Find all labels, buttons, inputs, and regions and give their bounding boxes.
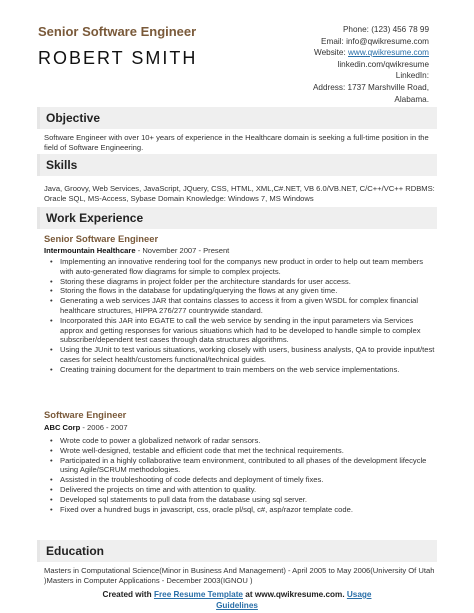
experience-heading-bar <box>37 207 437 229</box>
education-text: Masters in Computational Science(Minor in Business And Management) - April 2005 to May 2006(University Of Utah )Masters in Computer Applications - December 2003(IGNOU ) <box>44 566 435 585</box>
website-link[interactable]: www.qwikresume.com <box>348 48 429 58</box>
website-line <box>219 47 429 59</box>
skills-text: Java, Groovy, Web Services, JavaScript, JQuery, CSS, HTML, XML,C#.NET, VB 6.0/VB.NET, C/C++/VC++ RDBMS: Oracle SQL, MS-Access, Sybase Domain Knowledge: Windows 7, MS Windows <box>44 184 435 203</box>
list-item: • Using the JUnit to test various situations, working closely with users, business analysts, QA to provide input/test cases for select health/customers functional/technical guides. <box>50 345 436 365</box>
job-2-dates: - 2006 - 2007 <box>80 423 128 432</box>
list-item: • Participated in a highly collaborative team environment, contributed to all phases of the development lifecycle using Agile/SCRUM methodologies. <box>50 456 436 476</box>
linkedin-label-line <box>219 70 429 82</box>
page-footer <box>0 590 474 611</box>
email-label: Email: <box>321 36 344 46</box>
list-item: • Wrote well-designed, testable and efficient code that met the technical requirements. <box>50 446 436 456</box>
website-label: Website: <box>314 48 346 58</box>
footer-prefix: Created with <box>102 590 154 599</box>
list-item: • Developed sql statements to pull data from the database using sql server. <box>50 495 436 505</box>
usage-link[interactable]: Usage <box>346 590 372 599</box>
job-2-company: ABC Corp <box>44 423 81 432</box>
objective-text: Software Engineer with over 10+ years of experience in the Healthcare domain is seeking a full-time position in the field of Software Engineering. <box>44 133 429 152</box>
skills-heading-bar <box>37 154 437 176</box>
list-item: • Implementing an innovative rendering tool for the companys new product in order to help out team members with auto-generated flow diagrams for simple to complex projects. <box>50 257 436 277</box>
education-heading-bar <box>37 540 437 562</box>
email-value: info@qwikresume.com <box>346 36 429 46</box>
address-line-2 <box>219 94 429 106</box>
address-label: Address: <box>312 82 346 92</box>
list-item: • Delivered the projects on time and with attention to quality. <box>50 485 436 495</box>
job-1-dates: - November 2007 - Present <box>135 246 230 255</box>
skills-heading: Skills <box>46 158 78 172</box>
job-1-meta <box>44 246 229 255</box>
phone-value: (123) 456 78 99 <box>371 25 429 34</box>
phone-label: Phone: <box>342 25 369 34</box>
list-item: • Creating training document for the department to train members on the web service implementations. <box>50 365 436 375</box>
list-item: • Assisted in the troubleshooting of code defects and deployment of timely fixes. <box>50 475 436 485</box>
free-resume-template-link[interactable]: Free Resume Template <box>153 590 243 599</box>
experience-heading: Work Experience <box>46 211 144 225</box>
linkedin-label: LinkedIn: <box>395 71 429 81</box>
list-item: • Generating a web services JAR that contains classes to access it from a given WSDL for complex financial healthcare structures, HIPPA 276/277 countrywide standard. <box>50 296 436 316</box>
footer-middle: at www.qwikresume.com. <box>243 590 347 599</box>
list-item: • Fixed over a hundred bugs in javascript, css, oracle pl/sql, c#, asp/razor template code. <box>50 505 436 515</box>
job-title: Senior Software Engineer <box>38 24 197 39</box>
address-value: 1737 Marshville Road, <box>347 82 429 92</box>
address-state: Alabama. <box>394 94 429 104</box>
job-1-bullets <box>50 257 436 375</box>
guidelines-link[interactable]: Guidelines <box>216 600 258 610</box>
list-item: • Storing the flows in the database for updating/querying the flows at any given time. <box>50 286 436 296</box>
list-item: • Incorporated this JAR into EGATE to call the web service by sending in the input parameters via Services approx and getting responses for various situations which had to be developed to handle simple to complex subscriber/dependent test cases through data structures algorithms. <box>50 316 436 345</box>
phone-line <box>219 24 429 36</box>
linkedin-line <box>219 59 429 71</box>
list-item: • Wrote code to power a globalized network of radar sensors. <box>50 436 436 446</box>
contact-info <box>219 24 429 105</box>
objective-heading-bar <box>37 107 437 129</box>
job-2-meta <box>44 423 128 432</box>
objective-heading: Objective <box>46 111 101 125</box>
job-1-title: Senior Software Engineer <box>44 233 159 244</box>
education-heading: Education <box>46 544 105 558</box>
linkedin-value: linkedin.com/qwikresume <box>337 59 429 69</box>
job-1-company: Intermountain Healthcare <box>44 246 136 255</box>
job-2-title: Software Engineer <box>44 409 127 420</box>
candidate-name: ROBERT SMITH <box>38 48 198 68</box>
email-line <box>219 36 429 48</box>
resume-header <box>0 0 474 104</box>
list-item: • Storing these diagrams in project folder per the architecture standards for user access. <box>50 277 436 287</box>
job-2-bullets <box>50 436 436 514</box>
address-line <box>219 82 429 94</box>
